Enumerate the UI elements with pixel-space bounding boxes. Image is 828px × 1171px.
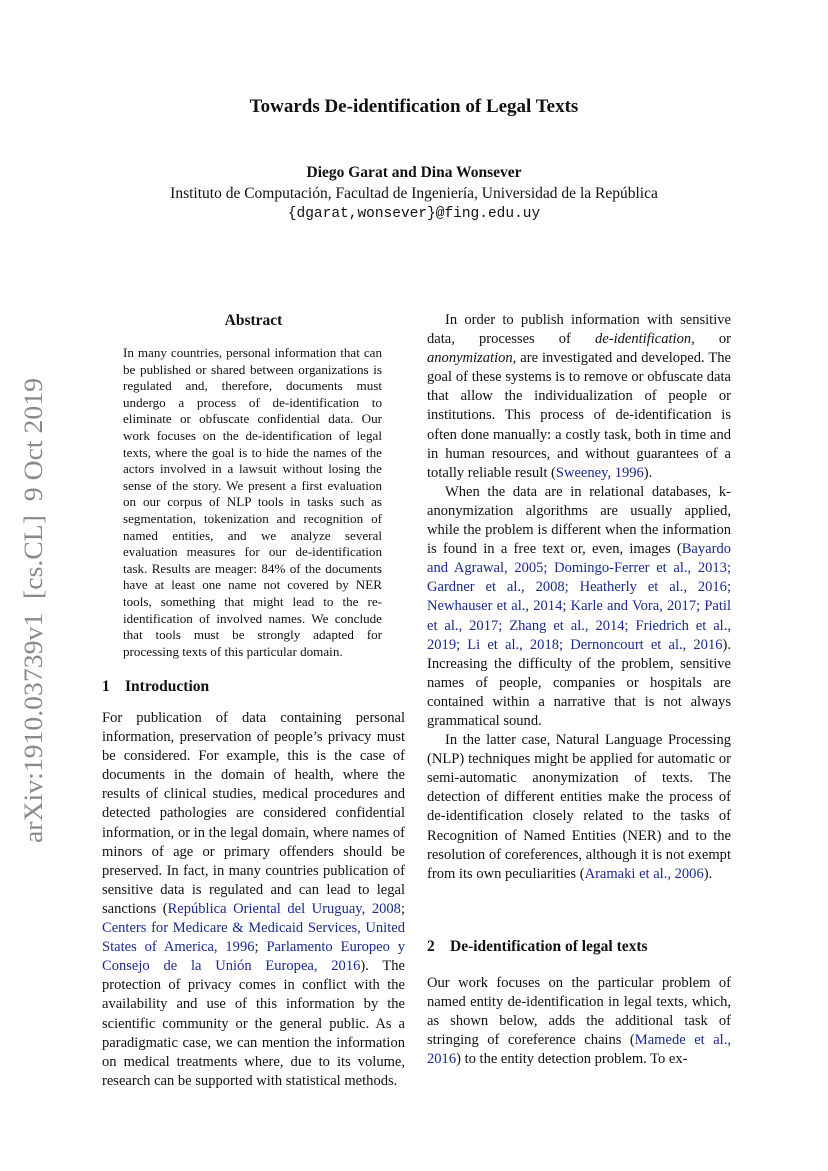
section-title: De-identification of legal texts (450, 938, 648, 955)
abstract-text: In many countries, personal information that can be published or shared between organizations is regulated and, therefore, documents must undergo a process of de-identification to eliminate or obfuscate confidential data. Our work focuses on the de-identification of legal texts, where the goal is to hide the names of the actors involved in a lawsuit without losing the sense of the story. We present a first evaluation on our corpus of NLP tools in tasks such as segmentation, tokenization and recognition of named entities, and we analyze several evaluation measures for our de-identification task. Results are meager: 84% of the documents have at least one name not covered by NER tools, something that might lead to the re-identification of involved names. We conclude that tools must be strongly adapted for processing texts of this particular domain. (123, 345, 382, 659)
citation-link[interactable]: Centers for Medicare & Medicaid Services, United States of America, 1996 (102, 920, 405, 956)
text-run: ). The protection of privacy comes in conflict with the availability and use of this information by the scientific community or the general public. As a paradigmatic case, we can mention the information on medical treatments where, due to its volume, research can be supported with statistical methods. (102, 958, 405, 1089)
intro-paragraph-2 (427, 311, 731, 483)
intro-paragraph-4 (427, 731, 731, 884)
section-number: 2 (427, 938, 435, 955)
paper-title: Towards De-identification of Legal Texts (249, 96, 579, 117)
citation-link[interactable]: Mamede et al., 2016 (427, 1032, 731, 1068)
text-run: For publication of data containing personal information, preservation of people’s privacy must be considered. For example, this is the case of documents in the domain of health, where the results of clinical studies, medical procedures and detected pathologies are considered confidential information, or in the legal domain, where names of minors of age or primary offenders should be preserved. In fact, in many countries publication of sensitive data is regulated and can lead to legal sanctions ( (102, 710, 405, 917)
text-run: ). Increasing the difficulty of the problem, sensitive names of people, companies or hospitals are contained within a narrative that is not always grammatical sound. (427, 636, 731, 729)
text-run: ; (254, 939, 267, 956)
arxiv-stamp-text: arXiv:1910.03739v1 [cs.CL] 9 Oct 2019 (19, 406, 48, 843)
text-run: In order to publish information with sensitive data, processes of (427, 312, 731, 348)
section-number: 1 (102, 678, 110, 695)
paper-email[interactable]: {dgarat,wonsever}@fing.edu.uy (287, 206, 541, 222)
intro-paragraph-1 (102, 709, 405, 1091)
paper-authors: Diego Garat and Dina Wonsever (306, 164, 522, 181)
text-run: In the latter case, Natural Language Processing (NLP) techniques might be applied for automatic or semi-automatic anonymization of texts. The detection of different entities make the process of de-identification closely related to the tasks of Recognition of Named Entities (NER) and to the resolution of coreferences, although it is not exempt from its own peculiarities ( (427, 732, 731, 882)
citation-link[interactable]: Aramaki et al., 2006 (584, 865, 704, 882)
section-2-body (427, 974, 731, 1069)
text-run: ). (703, 865, 713, 882)
paper-affiliation: Instituto de Computación, Facultad de Ingeniería, Universidad de la República (170, 185, 658, 202)
text-run: ). (643, 464, 653, 481)
intro-column-left (102, 709, 405, 1091)
emphasis: anonymization (427, 350, 513, 367)
text-run: , or (691, 331, 731, 348)
text-run: ; (400, 900, 405, 917)
intro-column-right (427, 311, 731, 884)
abstract-heading: Abstract (224, 312, 283, 329)
text-run: Our work focuses on the particular problem of named entity de-identification in legal texts, which, as shown below, adds the additional task of stringing of coreference chains ( (427, 975, 731, 1049)
emphasis: de-identification (595, 331, 692, 348)
text-run: , are investigated and developed. The goal of these systems is to remove or obfuscate data that allow the individualization of people or institutions. This process of de-identification is often done manually: a costly task, both in time and in human resources, and without guarantees of a totally reliable result ( (427, 350, 731, 481)
citation-link[interactable]: Bayardo and Agrawal, 2005; Domingo-Ferrer et al., 2013; Gardner et al., 2008; Heatherly et al., 2016; Newhauser et al., 2014; Karle and Vora, 2017; Patil et al., 2017; Zhang et al., 2014; Friedrich et al., 2019; Li et al., 2018; Dernoncourt et al., 2016 (427, 541, 731, 653)
text-run: When the data are in relational databases, k-anonymization algorithms are usually applied, while the problem is different when the information is found in a free text or, even, images ( (427, 483, 731, 558)
section-2-paragraph-1 (427, 974, 731, 1069)
citation-link[interactable]: Parlamento Europeo y Consejo de la Unión Europea, 2016 (102, 939, 405, 975)
citation-link[interactable]: Sweeney, 1996 (555, 464, 644, 481)
section-1-heading (102, 678, 209, 696)
text-run: ) to the entity detection problem. To ex- (456, 1051, 688, 1068)
arxiv-stamp[interactable] (19, 378, 49, 843)
citation-link[interactable]: República Oriental del Uruguay, 2008 (167, 900, 401, 917)
intro-paragraph-3 (427, 483, 731, 731)
section-2-heading (427, 938, 648, 956)
section-title: Introduction (125, 678, 210, 695)
